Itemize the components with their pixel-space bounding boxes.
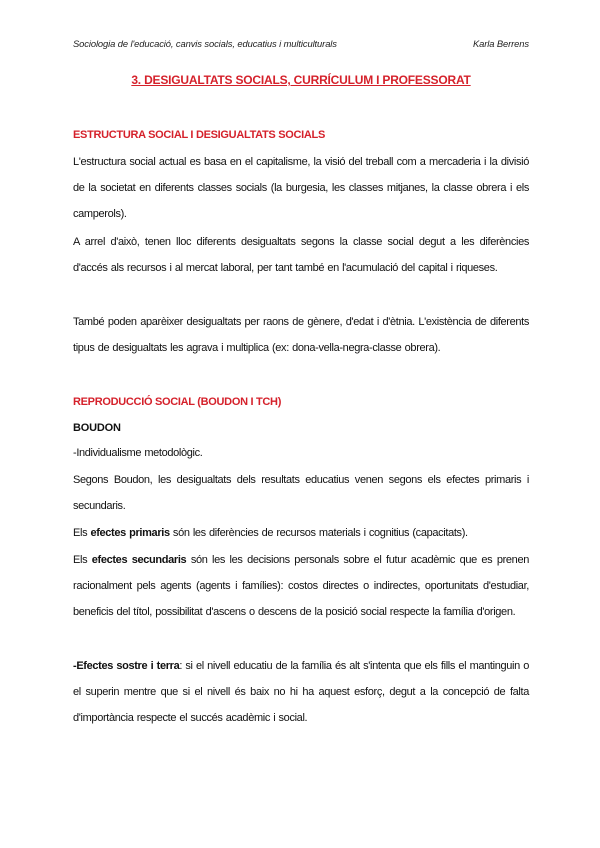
text-post: són les diferències de recursos materials i cognitius (capacitats).: [169, 527, 468, 539]
section-heading-reproduccio: REPRODUCCIÓ SOCIAL (BOUDON I TCH): [73, 396, 282, 408]
term-efectes-primaris: efectes primaris: [90, 527, 170, 539]
header-course-title: Sociologia de l'educació, canvis socials, educatius i multiculturals: [73, 38, 337, 49]
term-efectes-sostre: -Efectes sostre i terra: [73, 660, 180, 672]
term-efectes-secundaris: efectes secundaris: [91, 554, 187, 566]
paragraph-efectes-sostre: [73, 653, 529, 731]
chapter-title: 3. DESIGUALTATS SOCIALS, CURRÍCULUM I PROFESSORAT: [131, 73, 471, 87]
paragraph-boudon-intro: Segons Boudon, les desigualtats dels resultats educatius venen segons els efectes primaris i secundaris.: [73, 474, 529, 512]
paragraph-efectes-primaris: [73, 520, 529, 546]
paragraph-estructura-2: A arrel d'això, tenen lloc diferents desigualtats segons la classe social degut a les diferències d'accés als recursos i al mercat laboral, per tant també en l'acumulació del capital i riqueses.: [73, 236, 529, 274]
header-author: Karla Berrens: [472, 38, 529, 49]
text-pre: Els: [73, 527, 91, 539]
paragraph-estructura-1: L'estructura social actual es basa en el capitalisme, la visió del treball com a mercaderia i la divisió de la societat en diferents classes socials (la burgesia, les classes mitjanes, la classe obrera i els camperols).: [73, 156, 529, 220]
section-heading-estructura: ESTRUCTURA SOCIAL I DESIGUALTATS SOCIALS: [73, 129, 326, 141]
paragraph-estructura-3: També poden aparèixer desigualtats per raons de gènere, d'edat i d'ètnia. L'existència de diferents tipus de desigualtats les agrava i multiplica (ex: dona-vella-negra-classe obrera).: [73, 316, 529, 354]
text-pre: Els: [73, 554, 92, 566]
subheading-boudon: BOUDON: [73, 422, 121, 434]
text-post: són les les decisions personals sobre el futur acadèmic que es prenen racionalment pels agents (agents i famílies): costos directes o indirectes, oportunitats d'estudiar, beneficis del títol, possibilitat d'ascens o descens de la posició social respecte la família d'origen.: [73, 554, 529, 618]
text-post: : si el nivell educatiu de la família és alt s'intenta que els fills el mantinguin o el superin mentre que si el nivell és baix no hi ha aquest esforç, degut a la concepció de falta d'importància respecte el succés acadèmic i social.: [73, 660, 529, 724]
list-item-individualisme: -Individualisme metodològic.: [73, 447, 203, 459]
paragraph-efectes-secundaris: [73, 547, 529, 625]
